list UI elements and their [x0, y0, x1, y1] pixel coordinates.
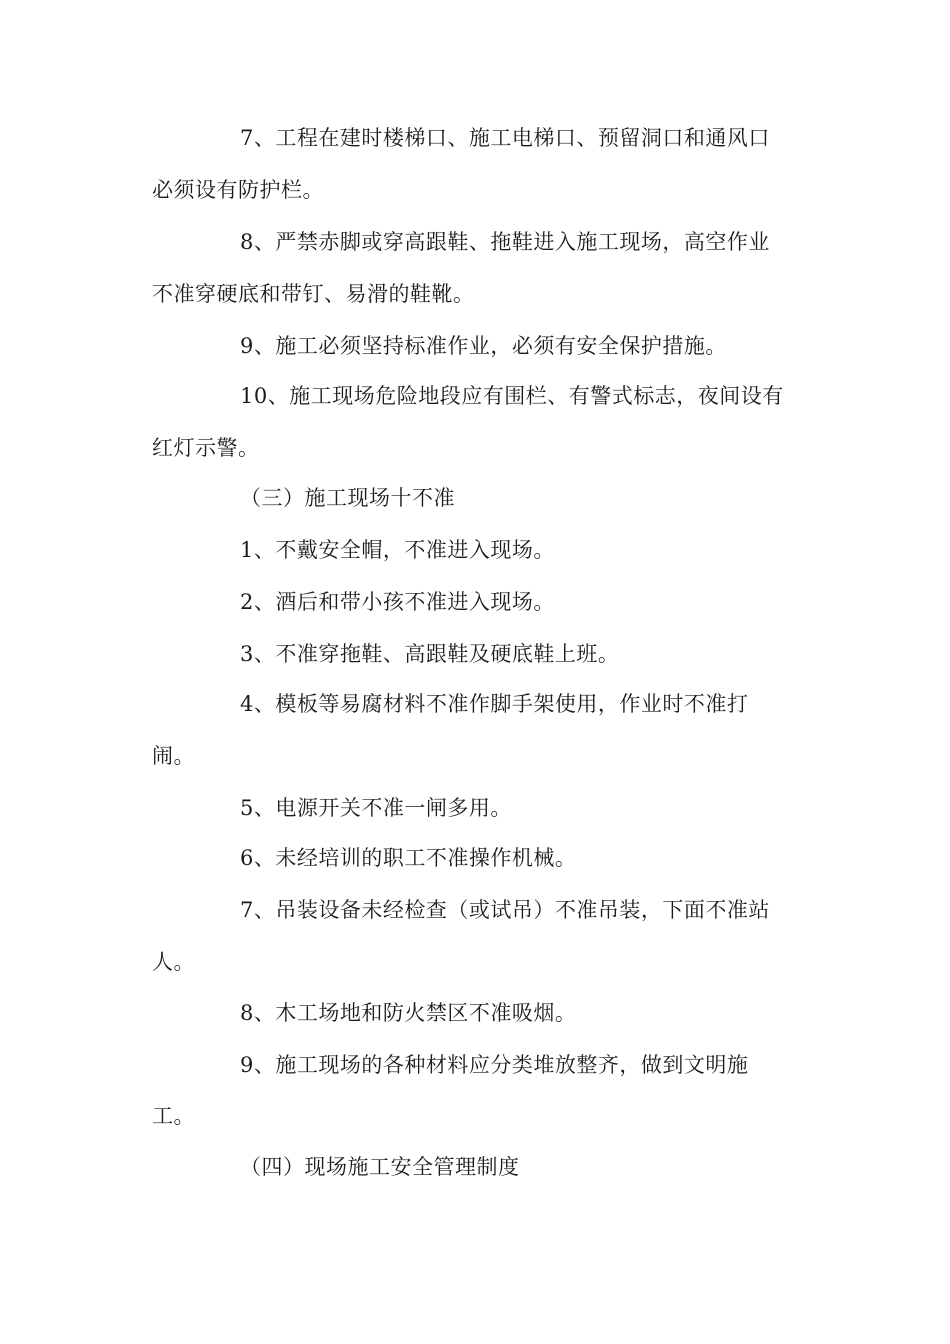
text-line: 10、施工现场危险地段应有围栏、有警式标志，夜间设有: [240, 384, 784, 408]
text-line: 红灯示警。: [152, 436, 260, 460]
text-line: 5、电源开关不准一闸多用。: [240, 796, 512, 820]
text-line: 7、工程在建时楼梯口、施工电梯口、预留洞口和通风口: [240, 126, 770, 150]
text-line: 9、施工必须坚持标准作业，必须有安全保护措施。: [240, 334, 727, 358]
text-line: 人。: [152, 950, 195, 974]
text-line: 7、吊装设备未经检查（或试吊）不准吊装，下面不准站: [240, 898, 770, 922]
text-line: 3、不准穿拖鞋、高跟鞋及硬底鞋上班。: [240, 642, 620, 666]
text-line: 闹。: [152, 744, 195, 768]
text-line: 1、不戴安全帽，不准进入现场。: [240, 538, 555, 562]
text-line: 9、施工现场的各种材料应分类堆放整齐，做到文明施: [240, 1053, 749, 1077]
text-line: 必须设有防护栏。: [152, 178, 324, 202]
text-line: 6、未经培训的职工不准操作机械。: [240, 846, 577, 870]
section-heading: （三）施工现场十不准: [240, 486, 455, 510]
text-line: 8、木工场地和防火禁区不准吸烟。: [240, 1001, 577, 1025]
text-line: 工。: [152, 1104, 195, 1128]
text-line: 4、模板等易腐材料不准作脚手架使用，作业时不准打: [240, 692, 749, 716]
text-line: 8、严禁赤脚或穿高跟鞋、拖鞋进入施工现场，高空作业: [240, 230, 770, 254]
text-line: 2、酒后和带小孩不准进入现场。: [240, 590, 555, 614]
text-line: 不准穿硬底和带钉、易滑的鞋靴。: [152, 282, 475, 306]
section-heading: （四）现场施工安全管理制度: [240, 1155, 520, 1179]
